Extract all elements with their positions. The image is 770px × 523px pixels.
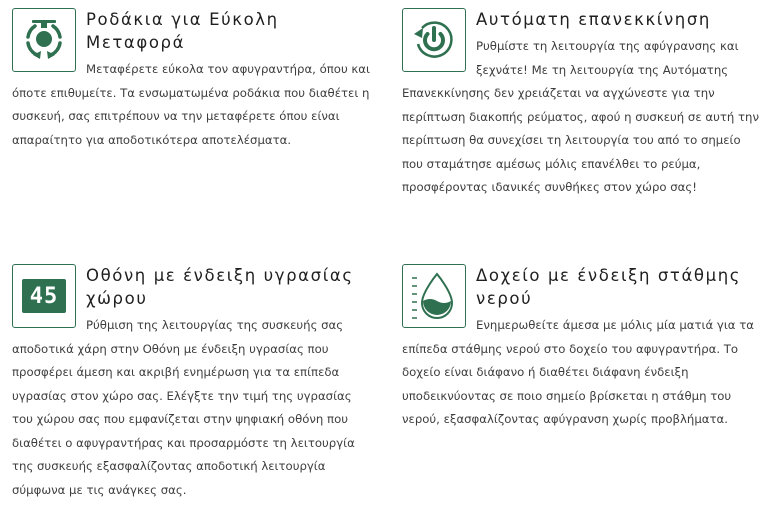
feature-water-tank bbox=[402, 264, 764, 432]
feature-title: Αυτόματη επανεκκίνηση bbox=[476, 10, 711, 29]
auto-restart-icon bbox=[402, 8, 466, 72]
display-value: 45 bbox=[29, 283, 59, 309]
digital-display bbox=[22, 279, 66, 313]
wheels-icon bbox=[12, 8, 76, 72]
feature-auto-restart bbox=[402, 8, 764, 200]
water-tank-level-icon bbox=[402, 264, 466, 328]
feature-description: Ρυθμίστε τη λειτουργία της αφύγρανσης και ξεχνάτε! Με τη λειτουργία της Αυτόματης Επανεκκίνησης δεν χρειάζεται να αγχώνεστε για την περίπτωση διακοπής ρεύματος, αφού η συσκευή σε αυτή την περίπτωση θα συνεχίσει τη λειτουργία του από το σημείο που σταμάτησε αμέσως μόλις επανέλθει το ρεύμα, προσφέροντας ιδανικές συνθήκες στον χώρο σας! bbox=[402, 39, 759, 194]
humidity-display-icon bbox=[12, 264, 76, 328]
feature-wheels bbox=[12, 8, 374, 152]
feature-title: Ροδάκια για Εύκολη Μεταφορά bbox=[86, 10, 279, 52]
feature-title: Δοχείο με ένδειξη στάθμης νερού bbox=[476, 266, 742, 308]
feature-description: Ρύθμιση της λειτουργίας της συσκευής σας αποδοτικά χάρη στην Οθόνη με ένδειξη υγρασίας που προσφέρει άμεση και ακριβή ενημέρωση για τα επίπεδα υγρασίας στον χώρο σας. Ελέγξτε την τιμή της υγρασίας του χώρου σας που εμφανίζεται στην ψηφιακή οθόνη που διαθέτει ο αφυγραντήρας και προσαρμόστε τη λειτουργία της συσκευής εξασφαλίζοντας αποδοτική λειτουργία σύμφωνα με τις ανάγκες σας. bbox=[12, 318, 355, 497]
feature-description: Ενημερωθείτε άμεσα με μόλις μία ματιά για τα επίπεδα στάθμης νερού στο δοχείο του αφυγραντήρα. Το δοχείο είναι διάφανο ή διαθέτει διάφανη ένδειξη υποδεικνύοντας σε ποιο σημείο βρίσκεται η στάθμη του νερού, εξασφαλίζοντας αφύγρανση χωρίς προβλήματα. bbox=[402, 318, 754, 426]
feature-title: Οθόνη με ένδειξη υγρασίας χώρου bbox=[86, 266, 354, 308]
feature-description: Μεταφέρετε εύκολα τον αφυγραντήρα, όπου και όποτε επιθυμείτε. Τα ενσωματωμένα ροδάκια που διαθέτει η συσκευή, σας επιτρέπουν να την μεταφέρετε όπου είναι απαραίτητο για αποδοτικότερα αποτελέσματα. bbox=[12, 62, 370, 147]
feature-humidity-display bbox=[12, 264, 374, 502]
